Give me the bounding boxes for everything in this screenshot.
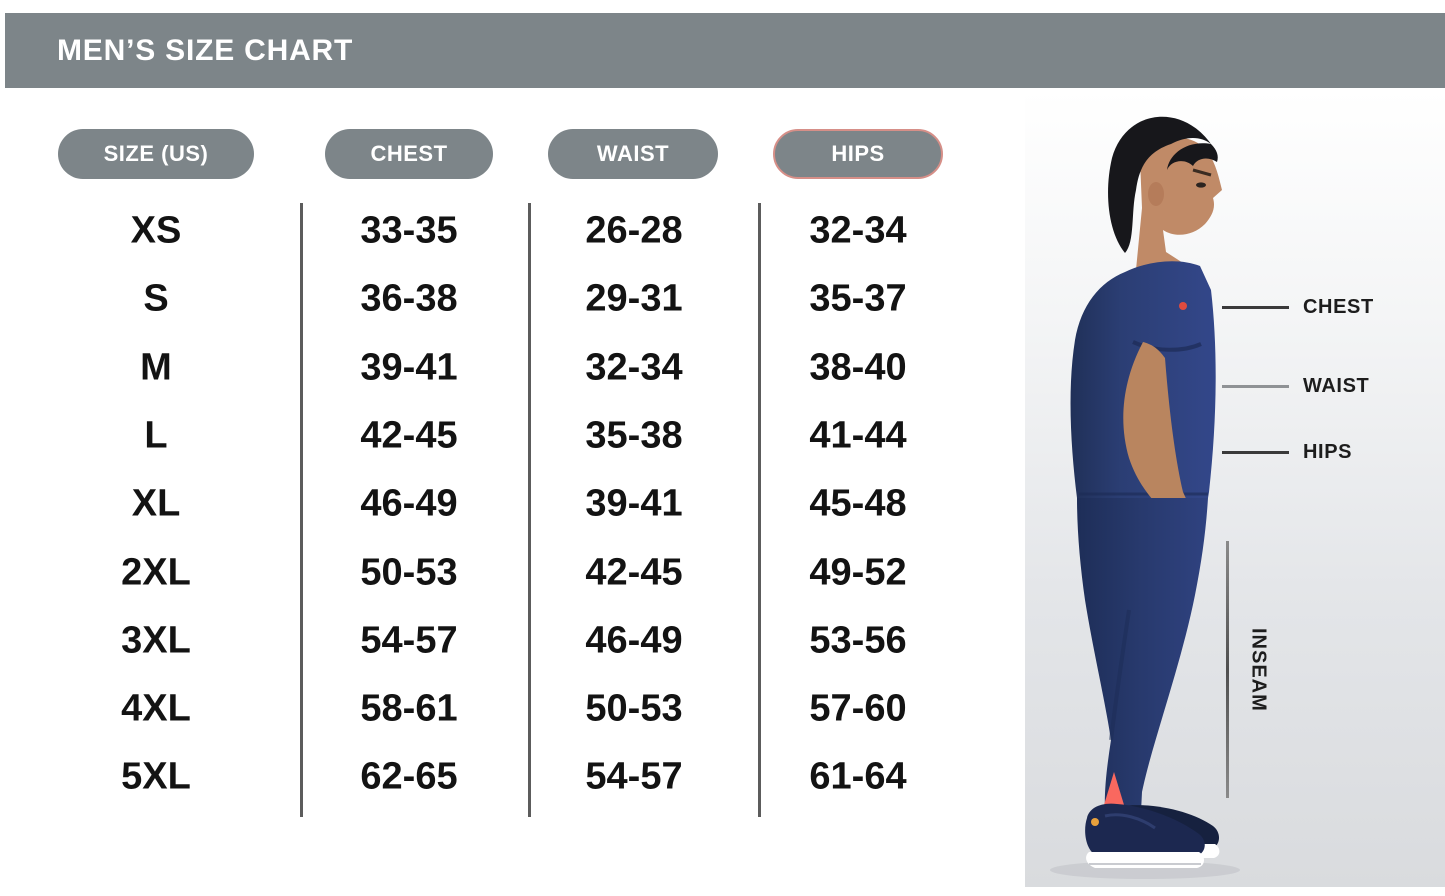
measurement-cell: 46-49 xyxy=(360,482,458,525)
measurement-cell: 36-38 xyxy=(360,277,458,320)
waist-annotation xyxy=(1222,374,1369,398)
column-header-hips: HIPS xyxy=(773,129,943,179)
waist-measure-line xyxy=(1222,385,1289,388)
hips-annotation xyxy=(1222,440,1352,464)
measurement-cell: 49-52 xyxy=(809,551,907,593)
column-header-chest: CHEST xyxy=(325,129,493,179)
size-cell: 2XL xyxy=(121,551,191,593)
chest-measure-line xyxy=(1222,306,1289,309)
measurement-cell: 42-45 xyxy=(360,414,458,457)
size-cell: L xyxy=(144,414,168,457)
chest-annotation xyxy=(1222,295,1374,319)
measurement-cell: 53-56 xyxy=(809,619,907,662)
table-row xyxy=(0,743,980,811)
measurement-cell: 39-41 xyxy=(585,482,683,525)
measurement-cell: 42-45 xyxy=(585,551,683,593)
inseam-label: INSEAM xyxy=(1247,627,1270,712)
measurement-cell: 38-40 xyxy=(809,346,907,389)
measurement-cell: 32-34 xyxy=(809,209,907,252)
column-header-waist: WAIST xyxy=(548,129,718,179)
measurement-cell: 41-44 xyxy=(809,414,907,457)
measurement-cell: 32-34 xyxy=(585,346,683,389)
hips-measure-line xyxy=(1222,451,1289,454)
measurement-cell: 54-57 xyxy=(585,755,683,798)
measurement-cell: 61-64 xyxy=(809,755,907,798)
header-bar xyxy=(5,13,1445,88)
size-cell: M xyxy=(140,346,172,389)
hips-label: HIPS xyxy=(1303,440,1353,463)
table-row xyxy=(0,539,980,607)
size-cell: S xyxy=(143,277,169,320)
measurement-cell: 33-35 xyxy=(360,209,458,252)
waist-label: WAIST xyxy=(1303,374,1370,397)
size-cell: 5XL xyxy=(121,755,191,798)
size-cell: XL xyxy=(131,482,181,525)
model-photo xyxy=(1025,90,1445,887)
table-row xyxy=(0,607,980,675)
inseam-measure-line xyxy=(1226,541,1229,798)
page-title: MEN’S SIZE CHART xyxy=(57,33,354,67)
measurement-cell: 50-53 xyxy=(360,551,458,593)
measurement-cell: 39-41 xyxy=(360,346,458,389)
chest-label: CHEST xyxy=(1303,295,1374,318)
size-cell: 3XL xyxy=(121,619,191,662)
table-row xyxy=(0,265,980,333)
measurement-cell: 35-38 xyxy=(585,414,683,457)
column-header-size: SIZE (US) xyxy=(58,129,254,179)
size-cell: XS xyxy=(130,209,182,252)
measurement-cell: 45-48 xyxy=(809,482,907,525)
measurement-cell: 29-31 xyxy=(585,277,683,320)
measurement-cell: 46-49 xyxy=(585,619,683,662)
table-row xyxy=(0,470,980,538)
model-illustration xyxy=(1025,90,1445,887)
table-row xyxy=(0,402,980,470)
measurement-cell: 58-61 xyxy=(360,687,458,730)
measurement-cell: 35-37 xyxy=(809,277,907,320)
table-row xyxy=(0,334,980,402)
table-row xyxy=(0,197,980,265)
measurement-cell: 57-60 xyxy=(809,687,907,730)
size-cell: 4XL xyxy=(121,687,191,730)
measurement-cell: 62-65 xyxy=(360,755,458,798)
measurement-cell: 54-57 xyxy=(360,619,458,662)
table-row xyxy=(0,675,980,743)
measurement-cell: 26-28 xyxy=(585,209,683,252)
measurement-cell: 50-53 xyxy=(585,687,683,730)
